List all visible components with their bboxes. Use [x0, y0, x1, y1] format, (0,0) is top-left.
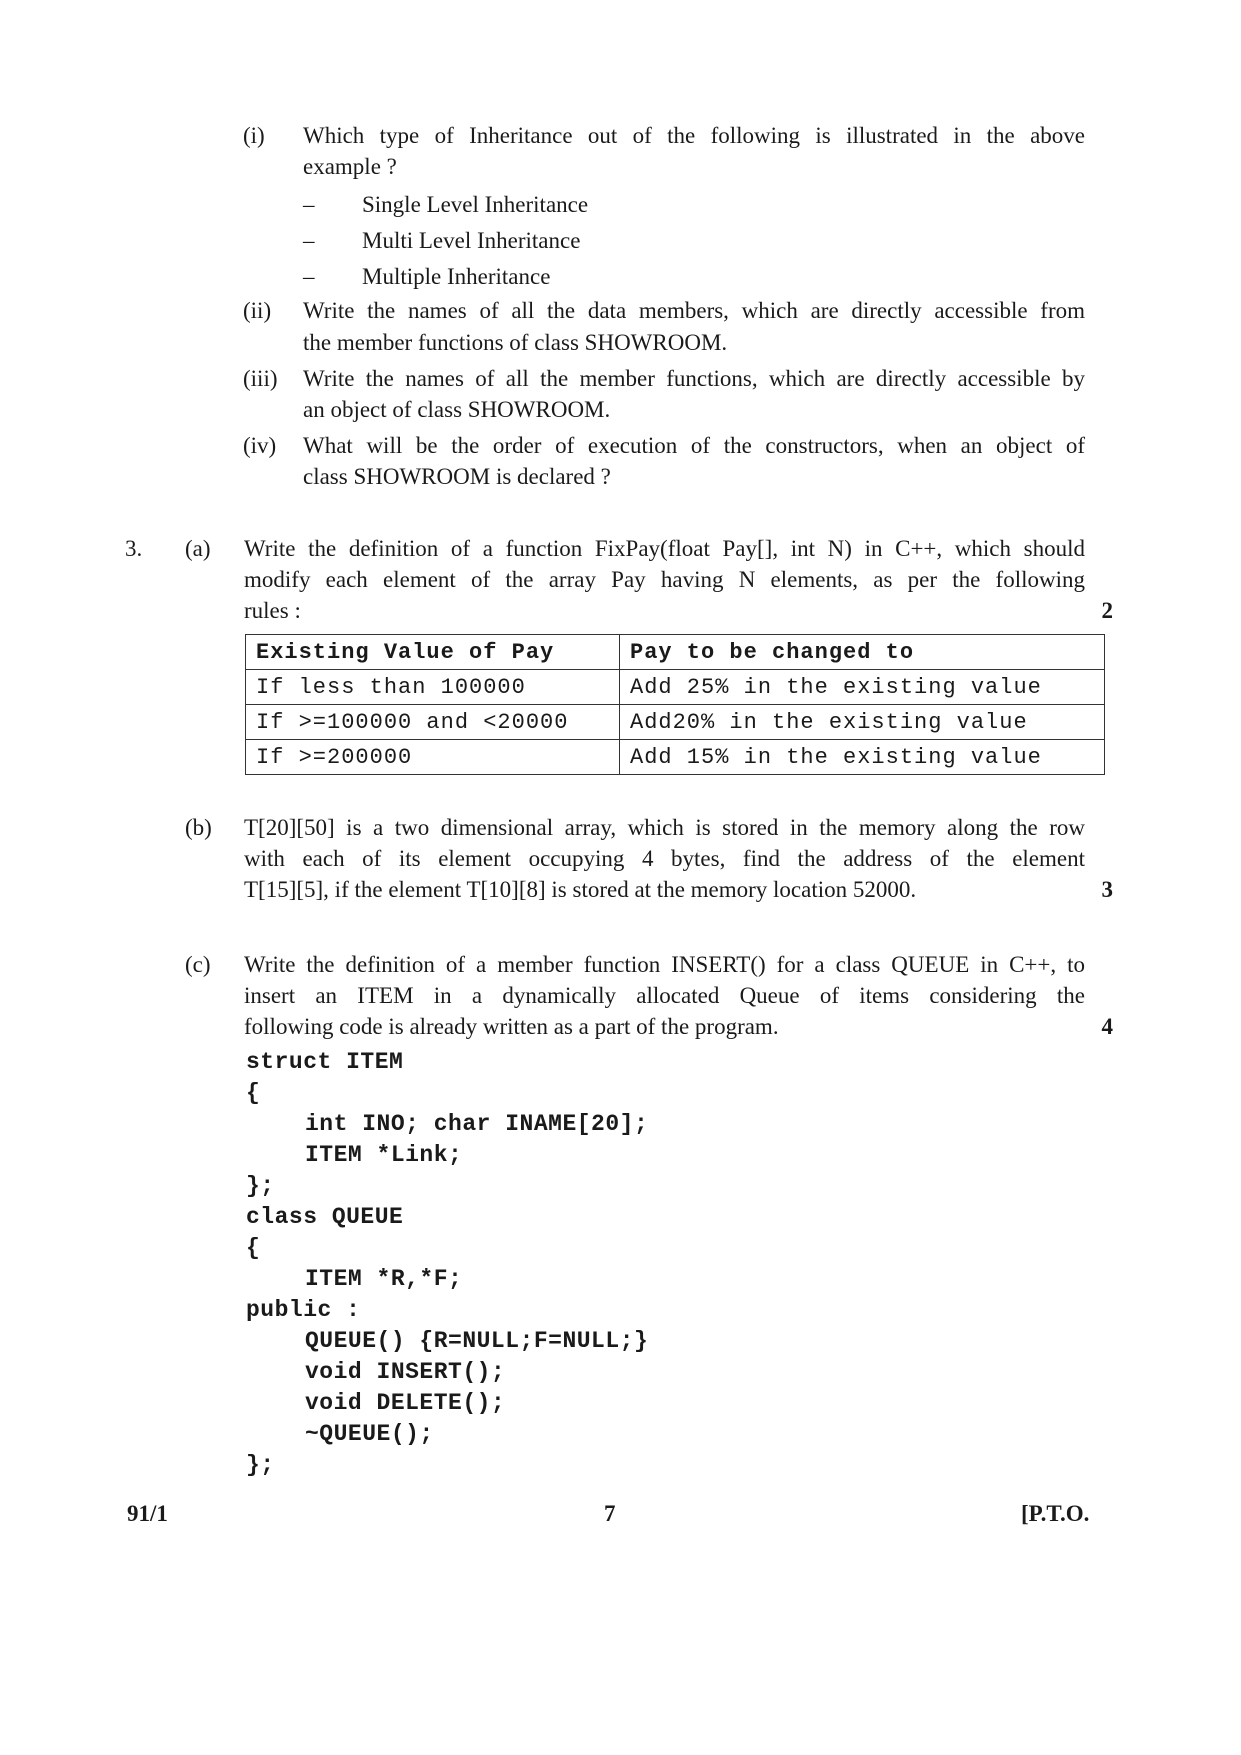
table-cell: If >=200000 — [246, 740, 620, 775]
q2-i-option: Single Level Inheritance — [362, 192, 589, 217]
q3a-marks: 2 — [1101, 598, 1113, 623]
code-line: QUEUE() {R=NULL;F=NULL;} — [305, 1328, 649, 1354]
code-line: class QUEUE — [246, 1204, 404, 1230]
code-line: public : — [246, 1297, 361, 1323]
q2-ii-number: (ii) — [243, 298, 272, 323]
q3b-marks: 3 — [1101, 877, 1113, 902]
code-line: }; — [246, 1173, 275, 1199]
q2-iv-line1: What will be the order of execution of the constructors, when an object of — [303, 433, 1085, 458]
table-row — [246, 705, 1105, 740]
q3a-label: (a) — [185, 536, 211, 561]
code-line: { — [246, 1235, 261, 1261]
table-header-row — [246, 635, 1105, 670]
q2-ii-line1: Write the names of all the data members, which are directly accessible from — [303, 298, 1085, 323]
q3b-line3: T[15][5], if the element T[10][8] is stored at the memory location 52000. — [244, 877, 917, 902]
table-row — [246, 670, 1105, 705]
page-number: 7 — [604, 1501, 616, 1526]
q3b-line2: with each of its element occupying 4 bytes, find the address of the element — [244, 846, 1085, 871]
code-line: struct ITEM — [246, 1049, 404, 1075]
q2-i-option-dash: – — [303, 228, 315, 253]
q2-i-option: Multi Level Inheritance — [362, 228, 581, 253]
q3c-line1: Write the definition of a member function INSERT() for a class QUEUE in C++, to — [244, 952, 1085, 977]
q3-number: 3. — [125, 536, 143, 561]
table-cell: Add 25% in the existing value — [620, 670, 1105, 705]
table-header-cell: Pay to be changed to — [620, 635, 1105, 670]
table-cell: Add 15% in the existing value — [620, 740, 1105, 775]
pay-rules-table — [245, 634, 1105, 775]
q3a-line3: rules : — [244, 598, 301, 623]
q3a-line2: modify each element of the array Pay having N elements, as per the following — [244, 567, 1085, 592]
table-cell: Add20% in the existing value — [620, 705, 1105, 740]
please-turn-over: [P.T.O. — [1021, 1501, 1090, 1526]
code-line: void DELETE(); — [305, 1390, 506, 1416]
q3b-label: (b) — [185, 815, 212, 840]
q2-iii-number: (iii) — [243, 366, 278, 391]
code-line: int INO; char INAME[20]; — [305, 1111, 649, 1137]
q2-i-option-dash: – — [303, 264, 315, 289]
q2-i-line1: Which type of Inheritance out of the following is illustrated in the above — [303, 123, 1085, 148]
table-header-cell: Existing Value of Pay — [246, 635, 620, 670]
q2-i-number: (i) — [243, 123, 265, 148]
code-line: ITEM *Link; — [305, 1142, 463, 1168]
table-cell: If less than 100000 — [246, 670, 620, 705]
q3b-line1: T[20][50] is a two dimensional array, which is stored in the memory along the row — [244, 815, 1085, 840]
code-line: ~QUEUE(); — [305, 1421, 434, 1447]
table-row — [246, 740, 1105, 775]
q2-i-line2: example ? — [303, 154, 397, 179]
q3c-label: (c) — [185, 952, 211, 977]
code-line: ITEM *R,*F; — [305, 1266, 463, 1292]
code-line: }; — [246, 1452, 275, 1478]
q2-iv-number: (iv) — [243, 433, 277, 458]
code-line: void INSERT(); — [305, 1359, 506, 1385]
q2-ii-line2: the member functions of class SHOWROOM. — [303, 330, 728, 355]
table-cell: If >=100000 and <20000 — [246, 705, 620, 740]
q3c-line3: following code is already written as a part of the program. — [244, 1014, 779, 1039]
code-block — [246, 1047, 648, 1481]
q2-iii-line1: Write the names of all the member functions, which are directly accessible by — [303, 366, 1085, 391]
q3c-marks: 4 — [1101, 1014, 1113, 1039]
q2-i-option-dash: – — [303, 192, 315, 217]
code-line: { — [246, 1080, 261, 1106]
paper-code: 91/1 — [127, 1501, 168, 1526]
q3a-line1: Write the definition of a function FixPay(float Pay[], int N) in C++, which should — [244, 536, 1085, 561]
q2-iii-line2: an object of class SHOWROOM. — [303, 397, 611, 422]
q2-iv-line2: class SHOWROOM is declared ? — [303, 464, 611, 489]
q3c-line2: insert an ITEM in a dynamically allocated Queue of items considering the — [244, 983, 1085, 1008]
q2-i-option: Multiple Inheritance — [362, 264, 551, 289]
